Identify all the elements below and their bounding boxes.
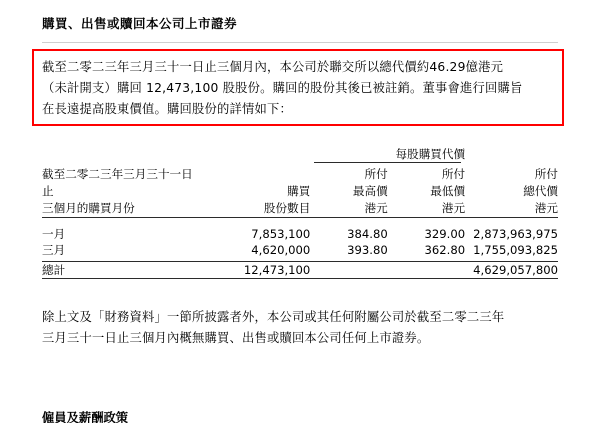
closing-line-2: 三月三十一日止三個月內概無購買、出售或贖回本公司任何上市證券。 [42, 331, 430, 345]
total-highest [310, 262, 387, 279]
header-total-line-1: 所付 [534, 167, 558, 181]
next-section-heading: 僱員及薪酬政策 [42, 411, 129, 423]
row-shares: 7,853,100 [251, 227, 311, 241]
header-month-line-1: 截至二零二三年三月三十一日止 [42, 167, 193, 198]
closing-line-1: 除上文及「財務資料」一節所披露者外，本公司或其任何附屬公司於截至二零二三年 [42, 310, 505, 324]
header-lowest-line-3: 港元 [441, 201, 466, 215]
total-lowest [388, 262, 465, 279]
header-highest-line-3: 港元 [364, 201, 388, 215]
row-month: 一月 [42, 227, 66, 241]
highlight-line-3: 在長遠提高股東價值。購回股份的詳情如下： [42, 102, 292, 116]
repurchase-table-area [42, 146, 558, 279]
closing-paragraph [42, 307, 558, 349]
repurchase-table [42, 146, 558, 279]
group-header-price: 每股購買代價 [395, 147, 466, 161]
header-lowest-line-1: 所付 [441, 167, 466, 181]
row-lowest: 362.80 [424, 243, 466, 257]
table-group-header-row [42, 146, 558, 162]
total-total: 4,629,057,800 [465, 262, 558, 279]
highlight-line-1: 截至二零二三年三月三十一日止三個月內，本公司於聯交所以總代價約46.29億港元 [42, 60, 504, 74]
highlight-line-2: （未計開支）購回 12,473,100 股股份。購回的股份其後已被註銷。董事會進行回購旨 [42, 81, 523, 95]
table-total-row [42, 262, 558, 279]
group-header-underline [314, 162, 461, 163]
row-highest: 393.80 [347, 243, 388, 257]
highlighted-paragraph-block [42, 57, 558, 120]
row-lowest: 329.00 [424, 227, 466, 241]
header-month-line-2: 三個月的購買月份 [42, 201, 135, 215]
header-highest-line-2: 最高價 [352, 184, 388, 198]
title-divider [42, 42, 558, 43]
row-highest: 384.80 [347, 227, 388, 241]
table-header-row [42, 166, 558, 218]
page-title: 購買、出售或贖回本公司上市證券 [42, 16, 238, 31]
row-shares: 4,620,000 [251, 243, 311, 257]
header-shares-line-2: 股份數目 [263, 201, 311, 215]
table-header-divider-row [42, 218, 558, 227]
total-shares: 12,473,100 [202, 262, 310, 279]
header-total-line-3: 港元 [534, 201, 558, 215]
row-total: 1,755,093,825 [473, 243, 558, 257]
header-shares-line-1: 購買 [287, 184, 311, 198]
table-row [42, 242, 558, 258]
row-total: 2,873,963,975 [473, 227, 558, 241]
header-highest-line-1: 所付 [364, 167, 388, 181]
header-lowest-line-2: 最低價 [430, 184, 466, 198]
table-row [42, 226, 558, 242]
row-month: 三月 [42, 243, 66, 257]
header-total-line-2: 總代價 [523, 184, 558, 198]
total-label: 總計 [42, 262, 202, 279]
